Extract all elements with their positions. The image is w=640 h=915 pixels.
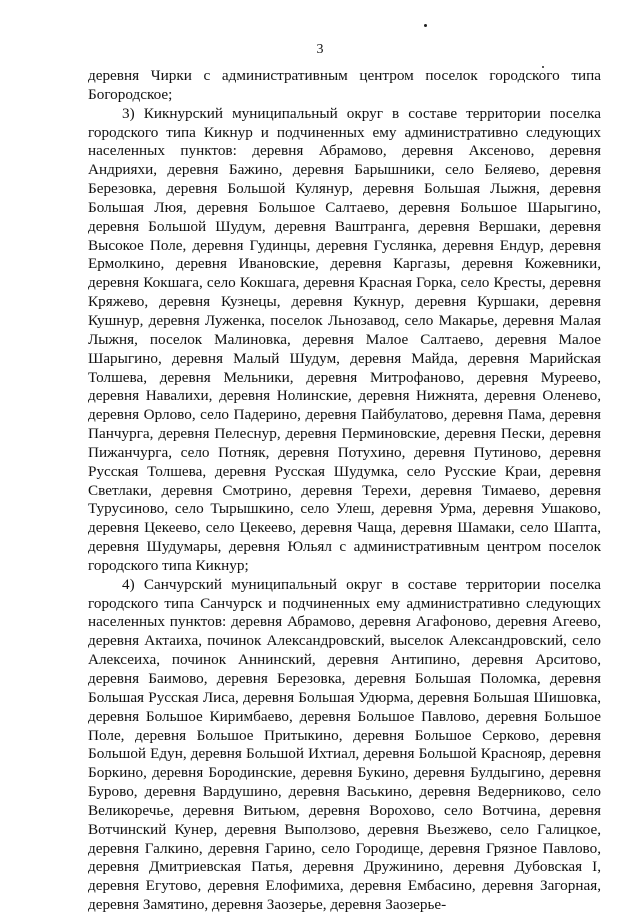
- paragraph-continuation: деревня Чирки с административным центром поселок городского типа Богородское;: [88, 67, 601, 103]
- paragraph-kiknur-district: 3) Кикнурский муниципальный округ в составе территории поселка городского типа Кикнур и подчиненных ему административно следующих населенных пунктов: деревня Абрамово, деревня Аксеново, деревня Андрияхи, деревня Бажино, деревня Барышники, село Беляево, деревня Березовка, деревня Большой Кулянур, деревня Большая Лыжня, деревня Большая Люя, деревня Большое Салтаево, деревня Большое Шарыгино, деревня Большой Шудум, деревня Ваштранга, деревня Вершаки, деревня Высокое Поле, деревня Гудинцы, деревня Гуслянка, деревня Ендур, деревня Ермолкино, деревня Ивановские, деревня Каргазы, деревня Кожевники, деревня Кокшага, село Кокшага, деревня Красная Горка, село Кресты, деревня Кряжево, деревня Кузнецы, деревня Кукнур, деревня Куршаки, деревня Кушнур, деревня Луженка, поселок Льнозавод, село Макарье, деревня Малая Лыжня, поселок Малиновка, деревня Малое Салтаево, деревня Малое Шарыгино, деревня Малый Шудум, деревня Майда, деревня Марийская Толшева, деревня Мельники, деревня Митрофаново, деревня Муреево, деревня Навалихи, деревня Нолинские, деревня Нижнята, деревня Оленево, деревня Орлово, село Падерино, деревня Пайбулатово, деревня Пама, деревня Панчурга, деревня Пелеснур, деревня Перминовские, деревня Пески, деревня Пижанчурга, село Потняк, деревня Потухино, деревня Путиново, деревня Русская Толшева, деревня Русская Шудумка, село Русские Краи, деревня Светлаки, деревня Смотрино, деревня Терехи, деревня Тимаево, деревня Турусиново, село Тырышкино, село Улеш, деревня Урма, деревня Ушаково, деревня Цекеево, село Цекеево, деревня Чаща, деревня Шамаки, село Шапта, деревня Шудумары, деревня Юльял с административным центром поселок городского типа Кикнур;: [88, 104, 601, 574]
- page-number: 3: [316, 42, 324, 57]
- paragraph-sanchursk-district: 4) Санчурский муниципальный округ в составе территории поселка городского типа Санчурск и подчиненных ему административно следующих населенных пунктов: деревня Абрамово, деревня Агафоново, деревня Агеево, деревня Актаиха, починок Александровский, выселок Александровский, село Алексеиха, починок Аннинский, деревня Антипино, деревня Арситово, деревня Баимово, деревня Березовка, деревня Большая Поломка, деревня Большая Русская Лиса, деревня Большая Удюрма, деревня Большая Шишовка, деревня Большое Киримбаево, деревня Большое Павлово, деревня Большое Поле, деревня Большое Притыкино, деревня Большое Серково, деревня Большой Едун, деревня Большой Ихтиал, деревня Большой Краснояр, деревня Боркино, деревня Бородинские, деревня Букино, деревня Булдыгино, деревня Бурово, деревня Вардушино, деревня Васькино, деревня Ведерниково, село Великоречье, деревня Витьюм, деревня Ворохово, село Вотчина, деревня Вотчинский Кунер, деревня Выползово, деревня Вьезжево, село Галицкое, деревня Галкино, деревня Гарино, село Городище, деревня Грязное Павлово, деревня Дмитриевская Патья, деревня Дружинино, деревня Дубовская I, деревня Егутово, деревня Елофимиха, деревня Ембасино, деревня Загорная, деревня Замятино, деревня Заозерье, деревня Заозерье-: [88, 575, 601, 914]
- document-body: [88, 67, 601, 915]
- scan-speck: [424, 24, 427, 27]
